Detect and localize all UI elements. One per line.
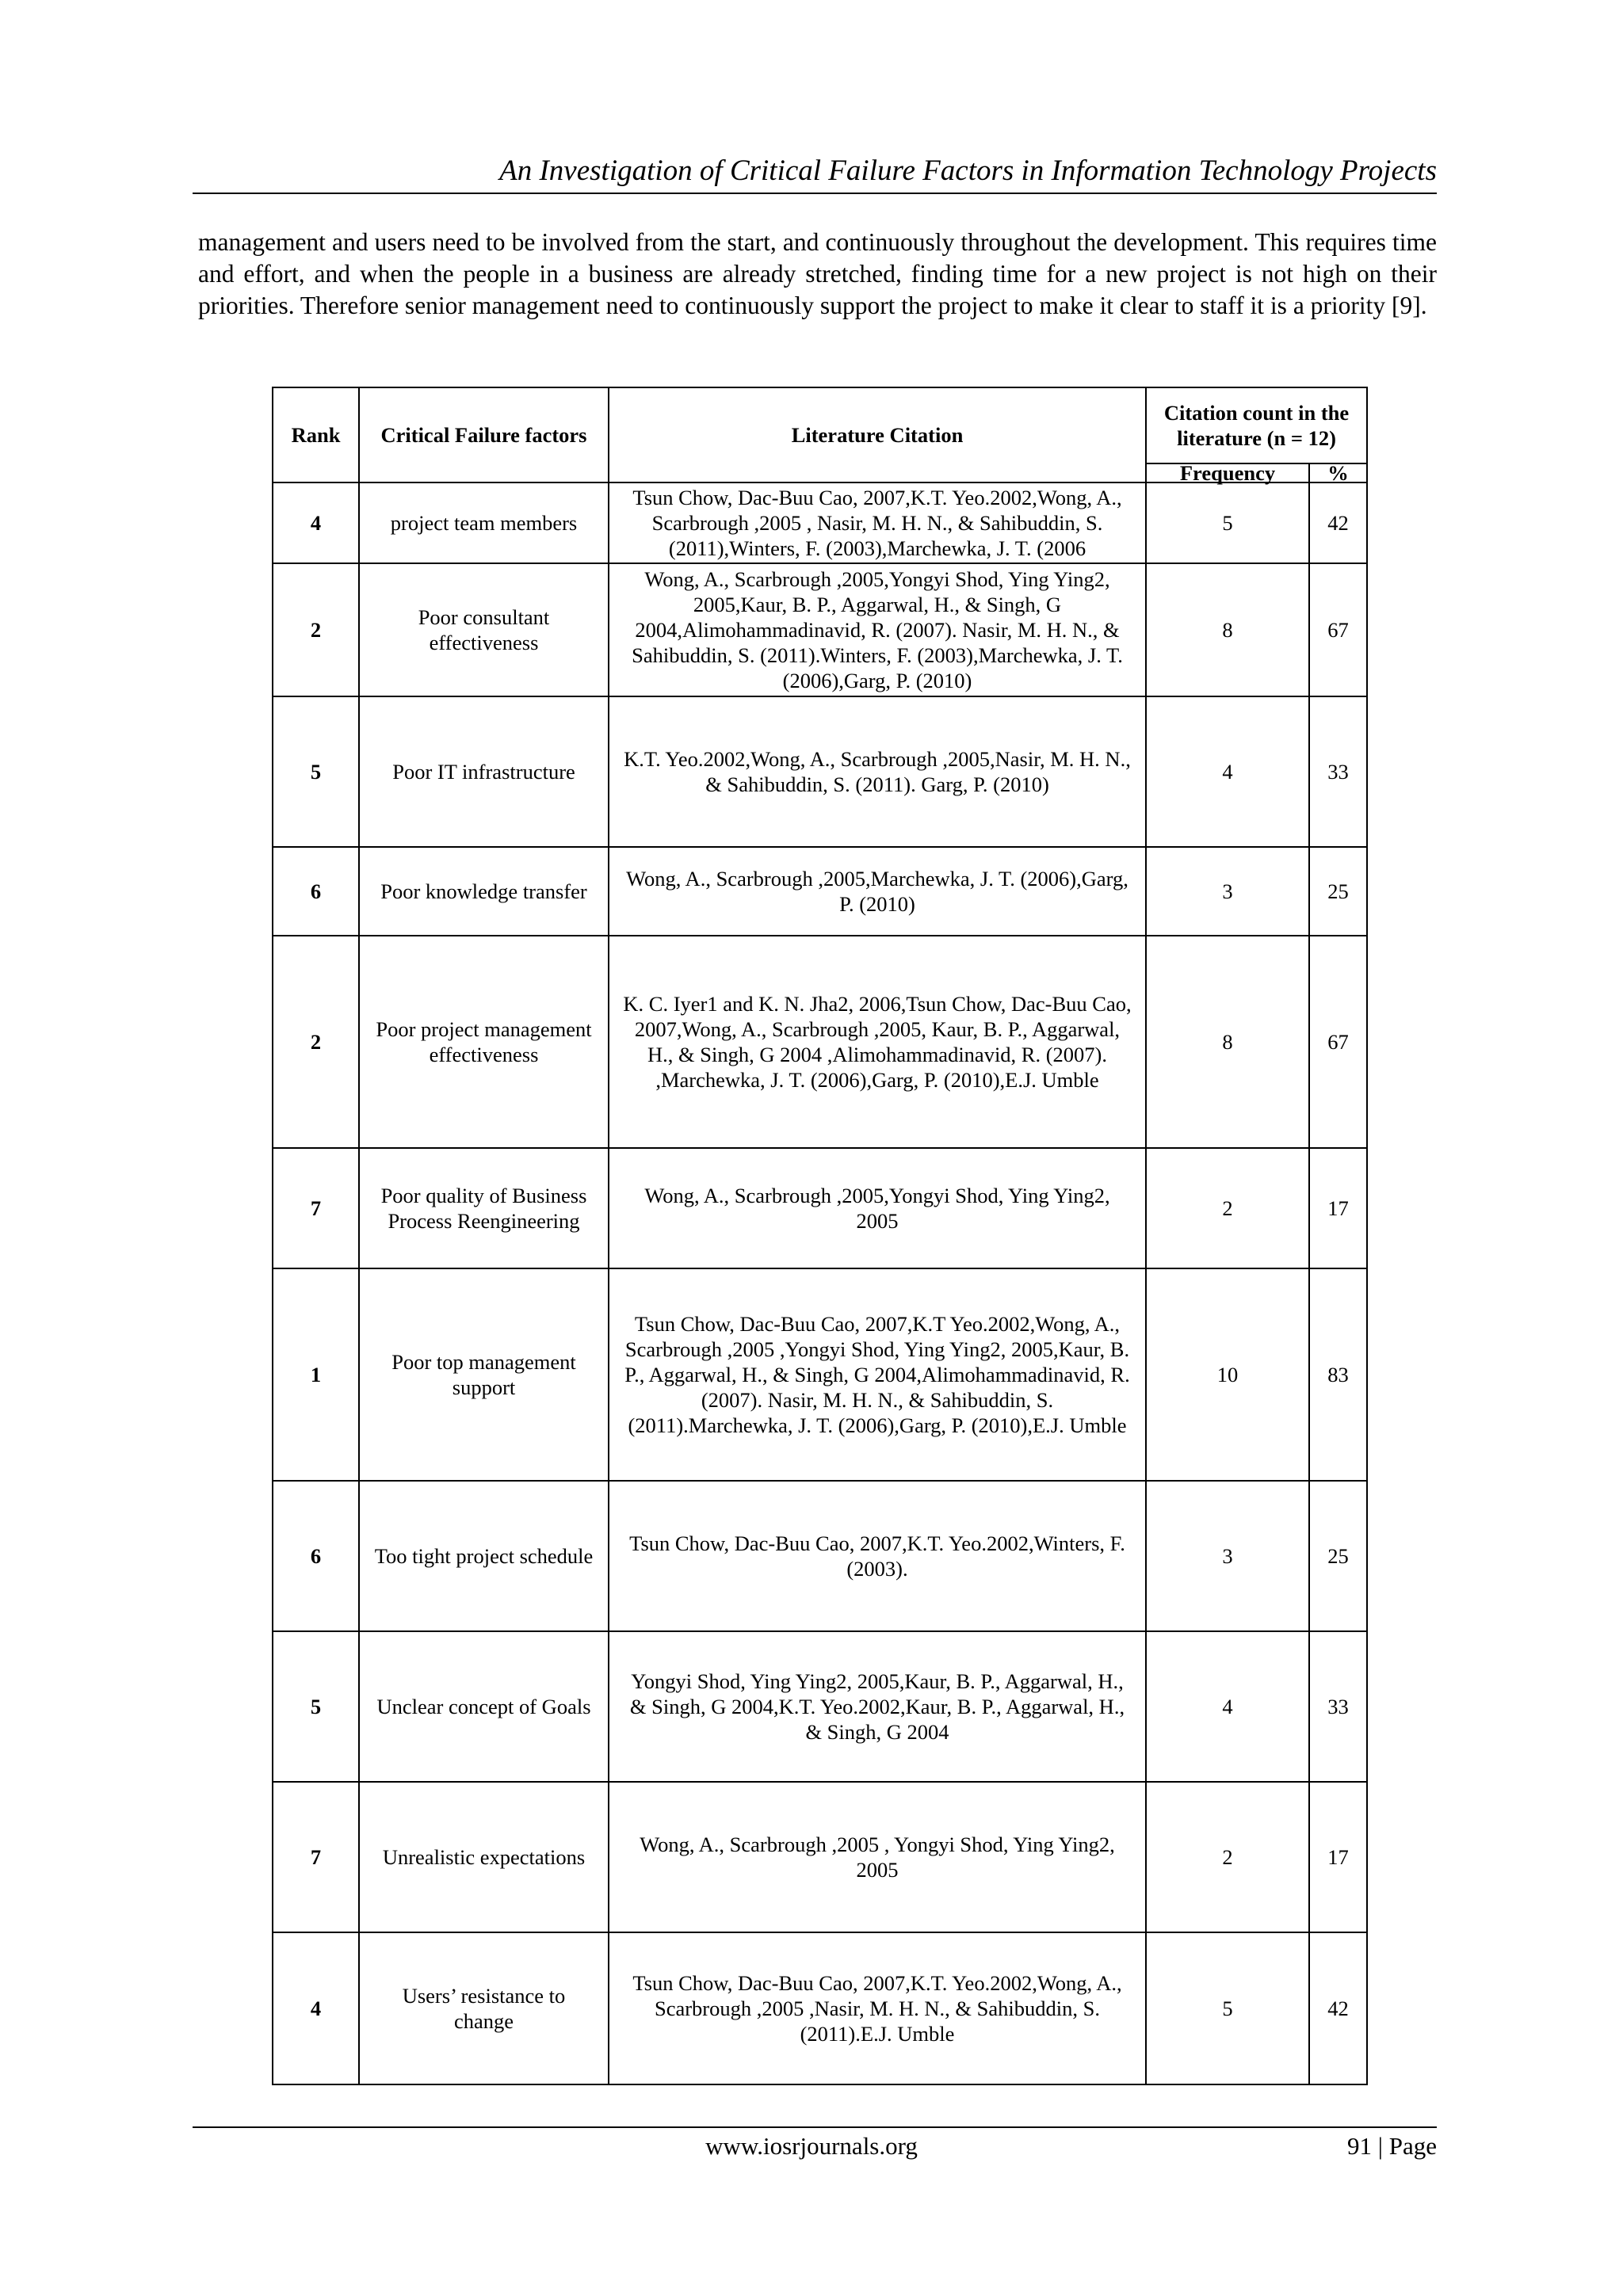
rank-cell: 6 bbox=[273, 847, 359, 936]
table-row bbox=[273, 1268, 1367, 1481]
header-rule bbox=[193, 193, 1437, 194]
table-row bbox=[273, 1932, 1367, 2084]
critical-failure-factors-table bbox=[272, 387, 1368, 2085]
citation-cell: Tsun Chow, Dac-Buu Cao, 2007,K.T. Yeo.2002,Wong, A., Scarbrough ,2005 ,Nasir, M. H. N., & Sahibuddin, S. (2011).E.J. Umble bbox=[609, 1932, 1146, 2084]
citation-cell: Tsun Chow, Dac-Buu Cao, 2007,K.T Yeo.2002,Wong, A., Scarbrough ,2005 ,Yongyi Shod, Ying Ying2, 2005,Kaur, B. P., Aggarwal, H., & Singh, G 2004,Alimohammadinavid, R. (2007). Nasir, M. H. N., & Sahibuddin, S. (2011).Marchewka, J. T. (2006),Garg, P. (2010),E.J. Umble bbox=[609, 1268, 1146, 1481]
header-frequency: Frequency bbox=[1146, 463, 1309, 482]
percent-cell: 33 bbox=[1309, 696, 1367, 847]
factor-cell: Users’ resistance to change bbox=[359, 1932, 609, 2084]
frequency-cell: 5 bbox=[1146, 482, 1309, 563]
rank-cell: 7 bbox=[273, 1782, 359, 1932]
rank-cell: 5 bbox=[273, 1631, 359, 1782]
citation-cell: Wong, A., Scarbrough ,2005 , Yongyi Shod, Ying Ying2, 2005 bbox=[609, 1782, 1146, 1932]
percent-cell: 17 bbox=[1309, 1782, 1367, 1932]
factor-cell: Poor knowledge transfer bbox=[359, 847, 609, 936]
table-row bbox=[273, 847, 1367, 936]
citation-cell: K.T. Yeo.2002,Wong, A., Scarbrough ,2005,Nasir, M. H. N., & Sahibuddin, S. (2011). Garg, P. (2010) bbox=[609, 696, 1146, 847]
table-row bbox=[273, 1782, 1367, 1932]
citation-cell: Wong, A., Scarbrough ,2005,Marchewka, J. T. (2006),Garg, P. (2010) bbox=[609, 847, 1146, 936]
factor-cell: Poor project management effectiveness bbox=[359, 936, 609, 1148]
factor-cell: Poor IT infrastructure bbox=[359, 696, 609, 847]
body-paragraph: management and users need to be involved from the start, and continuously throughout the development. This requires time and effort, and when the people in a business are already stretched, finding time for a new project is not high on their priorities. Therefore senior management need to continuously support the project to make it clear to staff it is a priority [9]. bbox=[198, 228, 1437, 319]
citation-cell: Tsun Chow, Dac-Buu Cao, 2007,K.T. Yeo.2002,Wong, A., Scarbrough ,2005 , Nasir, M. H. N., & Sahibuddin, S. (2011),Winters, F. (2003),Marchewka, J. T. (2006 bbox=[609, 482, 1146, 563]
frequency-cell: 8 bbox=[1146, 563, 1309, 696]
factor-cell: Unrealistic expectations bbox=[359, 1782, 609, 1932]
table-body bbox=[273, 482, 1367, 2084]
frequency-cell: 4 bbox=[1146, 696, 1309, 847]
citation-cell: Tsun Chow, Dac-Buu Cao, 2007,K.T. Yeo.2002,Winters, F. (2003). bbox=[609, 1481, 1146, 1631]
percent-cell: 33 bbox=[1309, 1631, 1367, 1782]
percent-cell: 25 bbox=[1309, 847, 1367, 936]
percent-cell: 42 bbox=[1309, 482, 1367, 563]
rank-cell: 6 bbox=[273, 1481, 359, 1631]
rank-cell: 2 bbox=[273, 563, 359, 696]
header-rank: Rank bbox=[273, 387, 359, 482]
factor-cell: Poor top management support bbox=[359, 1268, 609, 1481]
table-row bbox=[273, 563, 1367, 696]
frequency-cell: 5 bbox=[1146, 1932, 1309, 2084]
citation-cell: K. C. Iyer1 and K. N. Jha2, 2006,Tsun Chow, Dac-Buu Cao, 2007,Wong, A., Scarbrough ,2005, Kaur, B. P., Aggarwal, H., & Singh, G 2004 ,Alimohammadinavid, R. (2007). ,Marchewka, J. T. (2006),Garg, P. (2010),E.J. Umble bbox=[609, 936, 1146, 1148]
rank-cell: 7 bbox=[273, 1148, 359, 1268]
header-citation: Literature Citation bbox=[609, 387, 1146, 482]
factor-cell: Too tight project schedule bbox=[359, 1481, 609, 1631]
percent-cell: 42 bbox=[1309, 1932, 1367, 2084]
table-row bbox=[273, 1481, 1367, 1631]
frequency-cell: 2 bbox=[1146, 1148, 1309, 1268]
footer-page-number: 91 | Page bbox=[1347, 2132, 1437, 2160]
frequency-cell: 2 bbox=[1146, 1782, 1309, 1932]
table-row bbox=[273, 1148, 1367, 1268]
frequency-cell: 8 bbox=[1146, 936, 1309, 1148]
table-row bbox=[273, 936, 1367, 1148]
rank-cell: 4 bbox=[273, 1932, 359, 2084]
frequency-cell: 3 bbox=[1146, 1481, 1309, 1631]
percent-cell: 67 bbox=[1309, 936, 1367, 1148]
factor-cell: Unclear concept of Goals bbox=[359, 1631, 609, 1782]
percent-cell: 17 bbox=[1309, 1148, 1367, 1268]
header-factor: Critical Failure factors bbox=[359, 387, 609, 482]
page-header-title: An Investigation of Critical Failure Factors in Information Technology Projects bbox=[499, 154, 1437, 187]
header-citation-count: Citation count in the literature (n = 12) bbox=[1146, 387, 1367, 463]
percent-cell: 25 bbox=[1309, 1481, 1367, 1631]
frequency-cell: 4 bbox=[1146, 1631, 1309, 1782]
rank-cell: 5 bbox=[273, 696, 359, 847]
frequency-cell: 3 bbox=[1146, 847, 1309, 936]
rank-cell: 2 bbox=[273, 936, 359, 1148]
citation-cell: Wong, A., Scarbrough ,2005,Yongyi Shod, Ying Ying2, 2005,Kaur, B. P., Aggarwal, H., & Singh, G 2004,Alimohammadinavid, R. (2007). Nasir, M. H. N., & Sahibuddin, S. (2011).Winters, F. (2003),Marchewka, J. T. (2006),Garg, P. (2010) bbox=[609, 563, 1146, 696]
footer-site: www.iosrjournals.org bbox=[705, 2132, 918, 2160]
table-row bbox=[273, 696, 1367, 847]
factor-cell: Poor quality of Business Process Reengineering bbox=[359, 1148, 609, 1268]
citation-cell: Wong, A., Scarbrough ,2005,Yongyi Shod, Ying Ying2, 2005 bbox=[609, 1148, 1146, 1268]
header-percent: % bbox=[1309, 463, 1367, 482]
factor-cell: Poor consultant effectiveness bbox=[359, 563, 609, 696]
citation-cell: Yongyi Shod, Ying Ying2, 2005,Kaur, B. P., Aggarwal, H., & Singh, G 2004,K.T. Yeo.2002,Kaur, B. P., Aggarwal, H., & Singh, G 2004 bbox=[609, 1631, 1146, 1782]
percent-cell: 67 bbox=[1309, 563, 1367, 696]
frequency-cell: 10 bbox=[1146, 1268, 1309, 1481]
table-row bbox=[273, 1631, 1367, 1782]
percent-cell: 83 bbox=[1309, 1268, 1367, 1481]
table-row bbox=[273, 482, 1367, 563]
footer-rule bbox=[193, 2126, 1437, 2128]
rank-cell: 1 bbox=[273, 1268, 359, 1481]
factor-cell: project team members bbox=[359, 482, 609, 563]
rank-cell: 4 bbox=[273, 482, 359, 563]
